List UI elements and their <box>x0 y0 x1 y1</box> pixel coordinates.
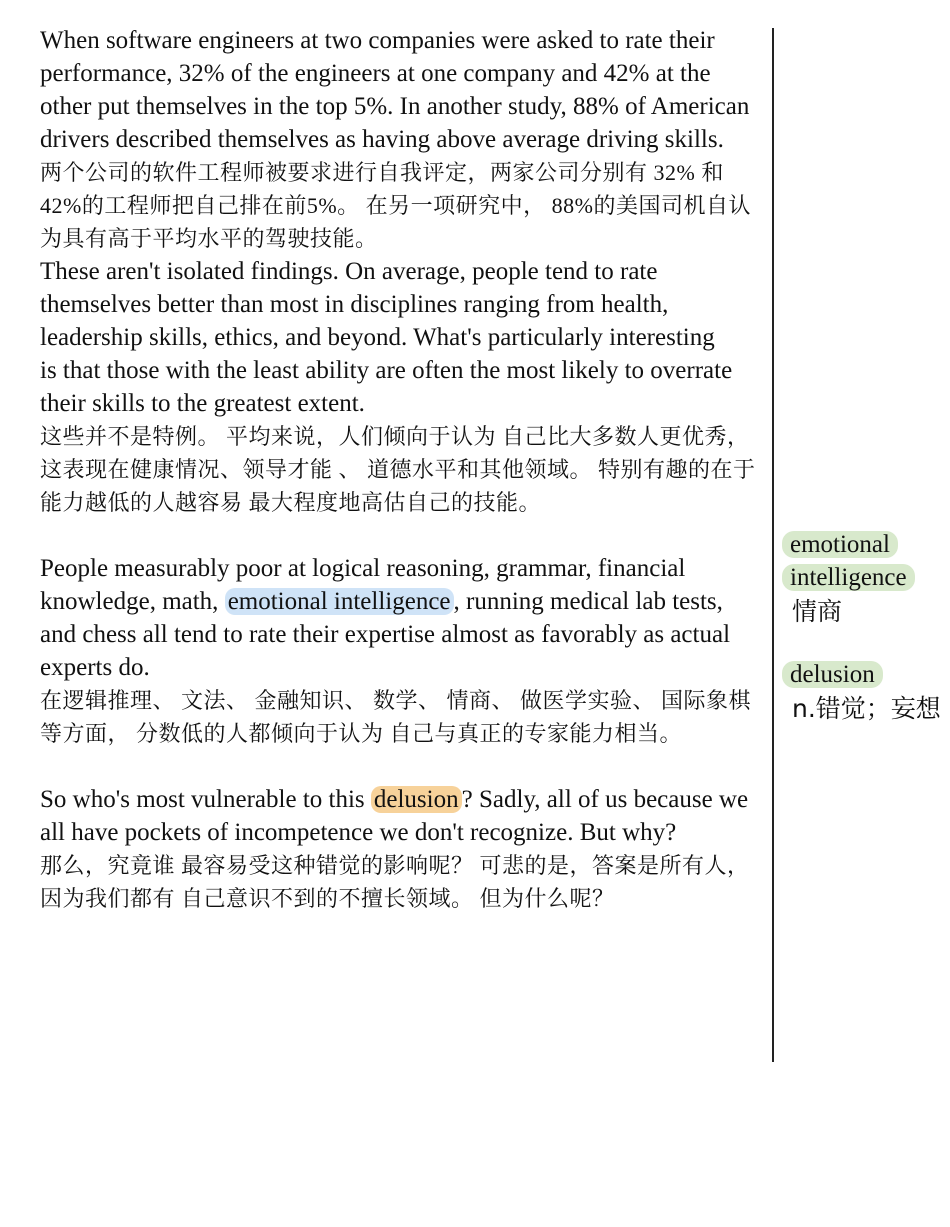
paragraph-4-text-before: So who's most vulnerable to this <box>40 786 371 813</box>
paragraph-2-english-b: is that those with the least ability are often the most likely to overrate their skills to the greatest extent. <box>40 357 733 417</box>
paragraph-2-chinese: 这些并不是特例。 平均来说，人们倾向于认为 自己比大多数人更优秀， 这表现在健康情况、领导才能 、 道德水平和其他领域。 特别有趣的在于 能力越低的人越容易 最大程度地高估自己的技能。 <box>40 424 756 515</box>
paragraph-1-chinese: 两个公司的软件工程师被要求进行自我评定，两家公司分别有 32% 和42%的工程师把自己排在前5%。 在另一项研究中， 88%的美国司机自认为具有高于平均水平的驾驶技能。 <box>40 160 751 251</box>
paragraph-4-english <box>40 783 762 849</box>
note-term: emotional intelligence <box>782 531 915 591</box>
paragraph-3-text-before: People measurably poor at logical reasoning, grammar, financial knowledge, math, <box>40 555 686 615</box>
column-divider <box>772 28 774 1062</box>
paragraph-4-chinese: 那么，究竟谁 最容易受这种错觉的影响呢？ 可悲的是，答案是所有人， 因为我们都有 自己意识不到的不擅长领域。 但为什么呢？ <box>40 853 750 911</box>
note-definition: 情商 <box>792 597 843 626</box>
paragraph-4-text-after: ? Sadly, all of us because we all have pockets of incompetence we don't recognize. But why? <box>40 786 749 846</box>
note-definition: n.错觉；妄想 <box>792 694 941 723</box>
paragraph-3-english <box>40 552 762 684</box>
note-term: delusion <box>782 661 883 688</box>
bilingual-text-column <box>40 24 762 915</box>
paragraph-3-chinese: 在逻辑推理、 文法、 金融知识、 数学、 情商、 做医学实验、 国际象棋等方面， 分数低的人都倾向于认为 自己与真正的专家能力相当。 <box>40 688 752 746</box>
paragraph-3-text-after: , running medical lab tests, and chess all tend to rate their expertise almost as favorably as actual experts do. <box>40 588 731 681</box>
note-emotional-intelligence[interactable] <box>782 528 942 628</box>
paragraph-1-english: When software engineers at two companies were asked to rate their performance, 32% of the engineers at one company and 42% at the other put themselves in the top 5%. In another study, 88% of American drivers described themselves as having above average driving skills. <box>40 27 750 153</box>
highlight-emotional-intelligence[interactable]: emotional intelligence <box>225 588 454 615</box>
highlight-delusion[interactable]: delusion <box>371 786 462 813</box>
note-delusion[interactable] <box>782 658 942 725</box>
paragraph-spacer <box>40 750 762 783</box>
paragraph-2-english-a: These aren't isolated findings. On average, people tend to rate themselves better than most in disciplines ranging from health, leadership skills, ethics, and beyond. What's particularly interesting <box>40 258 715 351</box>
vocabulary-notes <box>782 528 942 755</box>
paragraph-spacer <box>40 519 762 552</box>
